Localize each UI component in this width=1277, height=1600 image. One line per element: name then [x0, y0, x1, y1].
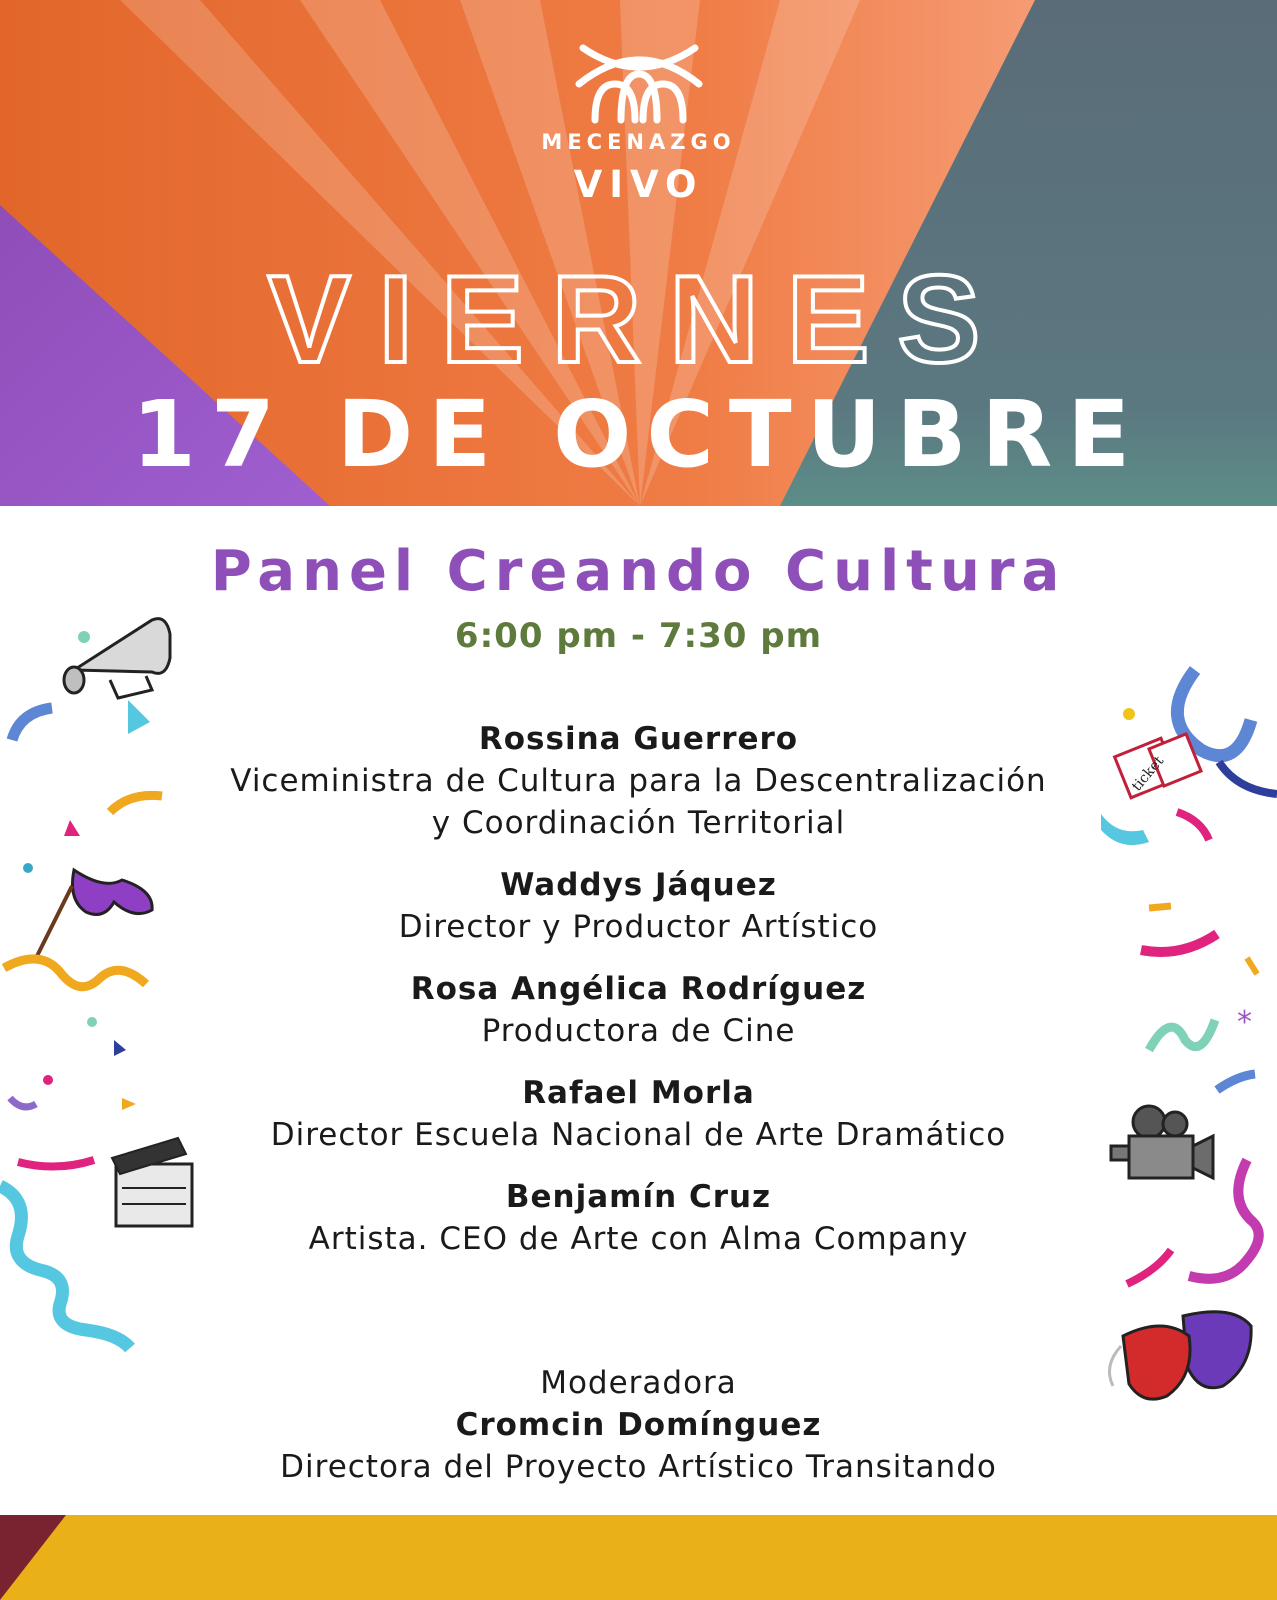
- speaker-role: Director y Productor Artístico: [398, 909, 879, 945]
- logo-wordmark-bottom: VIVO: [573, 163, 704, 206]
- panel-title: Panel Creando Cultura: [210, 539, 1067, 604]
- speaker-name: Rafael Morla: [522, 1075, 755, 1111]
- day-text: VIERNES: [267, 251, 1009, 380]
- eye-logo-icon: [575, 40, 703, 126]
- logo-wordmark-top: MECENAZGO: [541, 130, 736, 154]
- speaker-item: [0, 1072, 1277, 1156]
- moderator-block: [0, 1362, 1277, 1488]
- ticket-text: ticket: [1128, 753, 1168, 795]
- svg-text:*: *: [1237, 1005, 1252, 1040]
- speaker-item: [0, 864, 1277, 948]
- speaker-item: [0, 1176, 1277, 1260]
- speaker-name: Rossina Guerrero: [478, 721, 799, 757]
- speaker-name: Waddys Jáquez: [500, 867, 777, 903]
- speaker-item: [0, 968, 1277, 1052]
- speaker-role: Director Escuela Nacional de Arte Dramático: [270, 1117, 1007, 1153]
- speaker-role: Viceministra de Cultura para la Descentralización: [230, 763, 1047, 799]
- speaker-name: Rosa Angélica Rodríguez: [410, 971, 867, 1007]
- footer-band: [0, 1515, 1277, 1600]
- speaker-role: Artista. CEO de Arte con Alma Company: [308, 1221, 969, 1257]
- speaker-list: [0, 718, 1277, 1280]
- speaker-name: Benjamín Cruz: [505, 1179, 772, 1215]
- speaker-item: [0, 718, 1277, 844]
- panel-time: 6:00 pm - 7:30 pm: [454, 616, 823, 656]
- moderator-role: Directora del Proyecto Artístico Transitando: [280, 1449, 997, 1485]
- footer-graphic: [0, 1515, 1277, 1600]
- speaker-role-continued: y Coordinación Territorial: [431, 805, 846, 841]
- moderator-name: Cromcin Domínguez: [455, 1407, 822, 1443]
- moderator-label: Moderadora: [540, 1365, 737, 1401]
- speaker-role: Productora de Cine: [481, 1013, 796, 1049]
- date-heading: 17 DE OCTUBRE: [131, 381, 1146, 488]
